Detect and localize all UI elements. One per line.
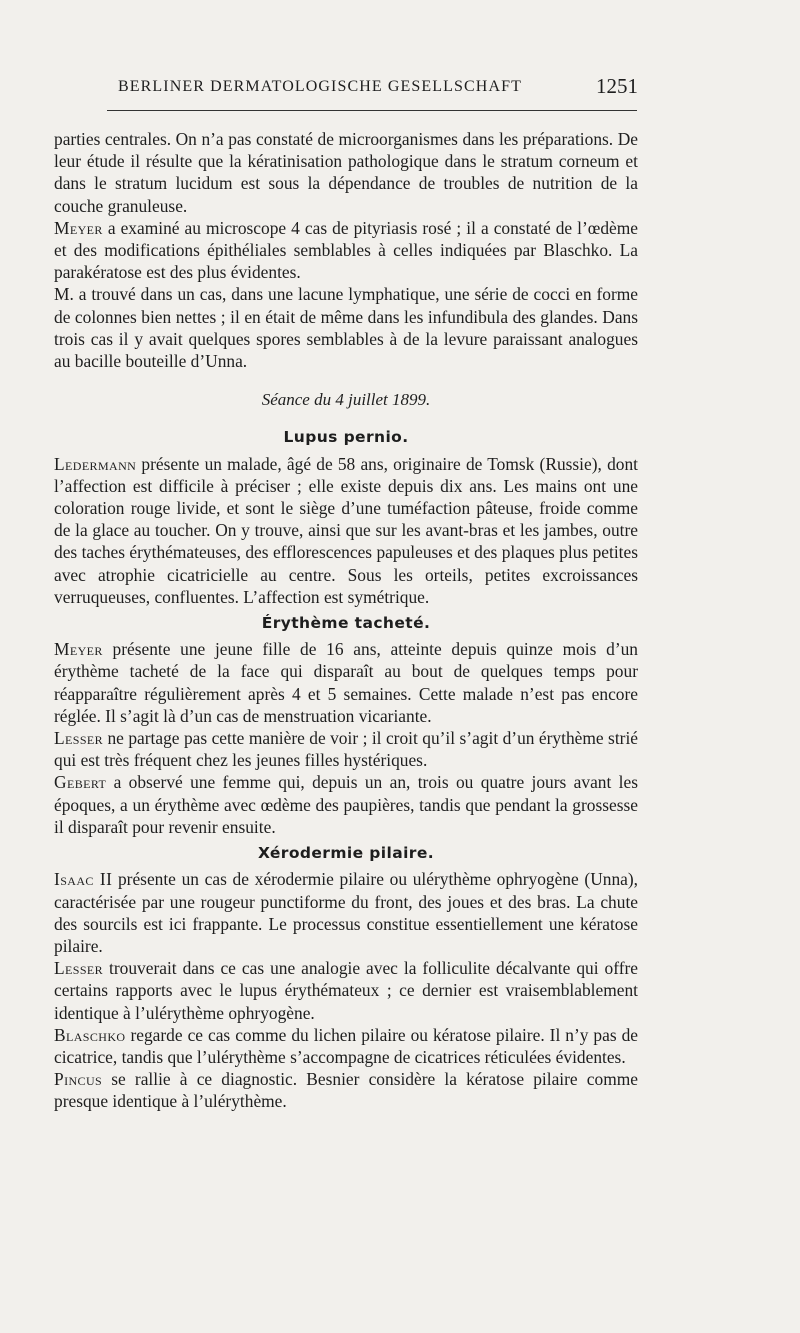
speaker-name: Pincus [54, 1069, 103, 1090]
paragraph: Gebert a observé une femme qui, depuis un an, trois ou quatre jours avant les époques, a un érythème avec œdème des paupières, tandis que pendant la grossesse il disparaît pour revenir ensuite. [54, 772, 638, 837]
paragraph: Meyer a examiné au microscope 4 cas de pityriasis rosé ; il a constaté de l’œdème et des modifications épithéliales semblables à celles indiquées par Blaschko. La parakératose est des plus évidentes. [54, 217, 638, 283]
speaker-name: Meyer [54, 639, 103, 660]
section-heading-lupus-pernio: Lupus pernio. [283, 428, 409, 447]
speaker-name: Lesser [54, 728, 104, 749]
speaker-name: Lesser [54, 958, 104, 979]
paragraph: Isaac II présente un cas de xérodermie pilaire ou ulérythème ophryogène (Unna), caractérisée par une rougeur punctiforme du front, des joues et des bras. La chute des sourcils est ici frappante. Le processus constitue essentiellement une kératose pilaire. [54, 869, 638, 956]
running-header [118, 72, 638, 104]
speaker-name: Meyer [54, 217, 103, 238]
speaker-name: M. [54, 284, 74, 305]
speaker-name: Ledermann [54, 453, 137, 474]
section-heading-erytheme-tachete: Érythème tacheté. [261, 614, 431, 633]
paragraph: parties centrales. On n’a pas constaté de microorganismes dans les préparations. De leur étude il résulte que la kératinisation pathologique dans le stratum corneum et dans le stratum lucidum est sous la dépendance de troubles de nutrition de la couche granuleuse. [54, 129, 638, 216]
session-date: Séance du 4 juillet 1899. [261, 390, 431, 410]
paragraph: Lesser trouverait dans ce cas une analogie avec la folliculite décalvante qui offre certains rapports avec le lupus érythémateux ; ce dernier est vraisemblablement identique à l’ulérythème ophryogène. [54, 958, 638, 1023]
running-title: BERLINER DERMATOLOGISCHE GESELLSCHAFT [118, 78, 522, 95]
speaker-name: Isaac II [54, 869, 113, 890]
body-text [54, 128, 638, 1113]
section-heading-xerodermie-pilaire: Xérodermie pilaire. [257, 844, 435, 863]
paragraph: Ledermann présente un malade, âgé de 58 ans, originaire de Tomsk (Russie), dont l’affection est difficile à préciser ; elle existe depuis dix ans. Les mains ont une coloration rouge livide, et sont le siège d’une tuméfaction pâteuse, froide comme de la glace au toucher. On y trouve, ainsi que sur les avant-bras et les jambes, outre des taches érythémateuses, des efflorescences papuleuses et des plaques plus petites avec atrophie cicatricielle au centre. Sous les orteils, petites excroissances verruqueuses, confluentes. L’affection est symétrique. [54, 453, 638, 607]
speaker-name: Gebert [54, 772, 107, 793]
header-rule [107, 110, 637, 111]
paragraph: Meyer présente une jeune fille de 16 ans, atteinte depuis quinze mois d’un érythème tacheté de la face qui disparaît au bout de quelques temps pour réapparaître régulièrement après 4 et 5 semaines. Cette malade n’est pas encore réglée. Il s’agit là d’un cas de menstruation vicariante. [54, 639, 638, 726]
paragraph: Lesser ne partage pas cette manière de voir ; il croit qu’il s’agit d’un érythème strié qui est très fréquent chez les jeunes filles hystériques. [54, 728, 638, 771]
paragraph: Blaschko regarde ce cas comme du lichen pilaire ou kératose pilaire. Il n’y pas de cicatrice, tandis que l’ulérythème s’accompagne de cicatrices réticulées évidentes. [54, 1024, 638, 1067]
paragraph: M. a trouvé dans un cas, dans une lacune lymphatique, une série de cocci en forme de colonnes bien nettes ; il en était de même dans les infundibula des glandes. Dans trois cas il y avait quelques spores semblables à de la levure paraissant analogues au bacille bouteille d’Unna. [54, 284, 638, 372]
speaker-name: Blaschko [54, 1024, 126, 1045]
paragraph: Pincus se rallie à ce diagnostic. Besnier considère la kératose pilaire comme presque identique à l’ulérythème. [54, 1069, 638, 1112]
page-number: 1251 [596, 74, 638, 98]
